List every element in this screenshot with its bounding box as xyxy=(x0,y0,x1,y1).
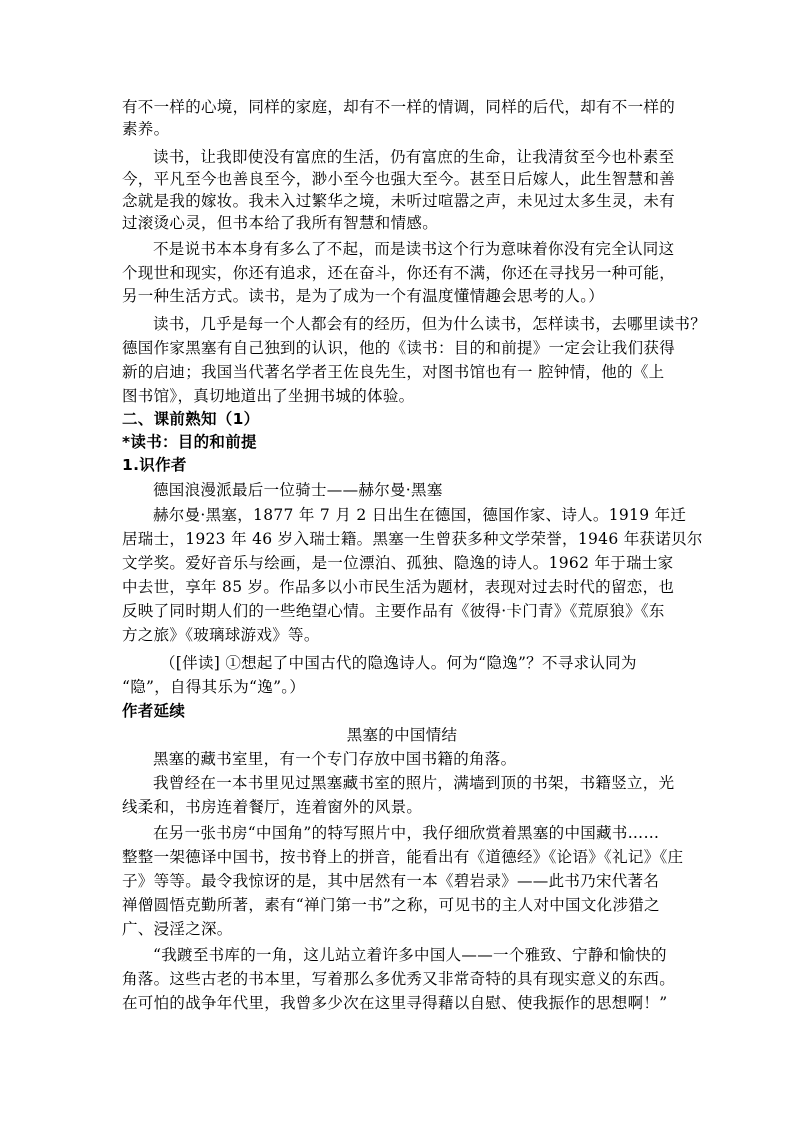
section-heading: 作者延续 xyxy=(122,702,186,720)
text-line: 线柔和，书房连着餐厅，连着窗外的风景。 xyxy=(122,798,423,816)
text-line: 整整一架德译中国书，按书脊上的拼音，能看出有《道德经》《论语》《礼记》《庄 xyxy=(122,848,684,866)
text-line: 个现世和现实，你还有追求，还在奋斗，你还有不满，你还在寻找另一种可能， xyxy=(122,264,676,282)
text-line: 过滚烫心灵，但书本给了我所有智慧和情感。 xyxy=(122,214,439,232)
text-line: 子》等等。最令我惊讶的是，其中居然有一本《碧岩录》——此书乃宋代著名 xyxy=(122,872,660,890)
subsection-heading: 1.识作者 xyxy=(122,456,187,474)
text-line: 素养。 xyxy=(122,120,170,138)
text-line: 有不一样的心境，同样的家庭，却有不一样的情调，同样的后代，却有不一样的 xyxy=(122,98,676,116)
quote-line: “我踱至书库的一角，这儿站立着许多中国人——一个雅致、宁静和愉快的 xyxy=(153,946,667,964)
text-line: 禅僧圆悟克勤所著，素有“禅门第一书”之称，可见书的主人对中国文化涉猎之 xyxy=(122,896,660,914)
text-line: 反映了同时期人们的一些绝望心情。主要作品有《彼得·卡门青》《荒原狼》《东 xyxy=(122,602,665,620)
text-line: 居瑞士，1923 年 46 岁入瑞士籍。黑塞一生曾获多种文学荣誉，1946 年获诺贝尔 xyxy=(122,530,703,548)
text-line: 我曾经在一本书里见过黑塞藏书室的照片，满墙到顶的书架，书籍竖立，光 xyxy=(153,774,675,792)
text-line: 德国作家黑塞有自己独到的认识，他的《读书：目的和前提》一定会让我们获得 xyxy=(122,339,676,357)
subsection-heading: *读书：目的和前提 xyxy=(122,433,257,451)
article-title: 黑塞的中国情结 xyxy=(346,726,458,744)
text-line: 读书，让我即使没有富庶的生活，仍有富庶的生命，让我清贫至今也朴素至 xyxy=(153,148,675,166)
text-line: 图书馆》，真切地道出了坐拥书城的体验。 xyxy=(122,387,415,405)
text-line: 文学奖。爱好音乐与绘画，是一位漂泊、孤独、隐逸的诗人。1962 年于瑞士家 xyxy=(122,554,674,572)
annotation-line: （[伴读] ①想起了中国古代的隐逸诗人。何为“隐逸”？不寻求认同为 xyxy=(160,654,637,672)
text-line: 方之旅》《玻璃球游戏》等。 xyxy=(122,626,320,644)
text-line: 赫尔曼·黑塞，1877 年 7 月 2 日出生在德国，德国作家、诗人。1919 年迁 xyxy=(153,506,687,524)
text-line: 念就是我的嫁妆。我未入过繁华之境，未听过喧嚣之声，未见过太多生灵，未有 xyxy=(122,192,676,210)
text-line: 今，平凡至今也善良至今，渺小至今也强大至今。甚至日后嫁人，此生智慧和善 xyxy=(122,170,676,188)
text-line: 读书，几乎是每一个人都会有的经历，但为什么读书，怎样读书，去哪里读书？ xyxy=(153,315,707,333)
annotation-line: “隐”，自得其乐为“逸”。） xyxy=(122,678,306,696)
quote-line: 角落。这些古老的书本里，写着那么多优秀又非常奇特的具有现实意义的东西。 xyxy=(122,970,676,988)
text-line: 新的启迪；我国当代著名学者王佐良先生，对图书馆也有一 腔钟情，他的《上 xyxy=(122,363,665,381)
text-line: 黑塞的藏书室里，有一个专门存放中国书籍的角落。 xyxy=(153,750,517,768)
text-line: 广、浸淫之深。 xyxy=(122,920,233,938)
text-line: 中去世，享年 85 岁。作品多以小市民生活为题材，表现对过去时代的留恋，也 xyxy=(122,578,675,596)
quote-line: 在可怕的战争年代里，我曾多少次在这里寻得藉以自慰、使我振作的思想啊！” xyxy=(122,994,668,1012)
section-heading: 二、课前熟知（1） xyxy=(122,410,260,428)
text-line: 在另一张书房“中国角”的特写照片中，我仔细欣赏着黑塞的中国藏书…… xyxy=(153,824,660,842)
text-line: 不是说书本本身有多么了不起，而是读书这个行为意味着你没有完全认同这 xyxy=(153,240,675,258)
author-subtitle: 德国浪漫派最后一位骑士——赫尔曼·黑塞 xyxy=(153,481,443,499)
text-line: 另一种生活方式。读书，是为了成为一个有温度懂情趣会思考的人。） xyxy=(122,287,605,305)
